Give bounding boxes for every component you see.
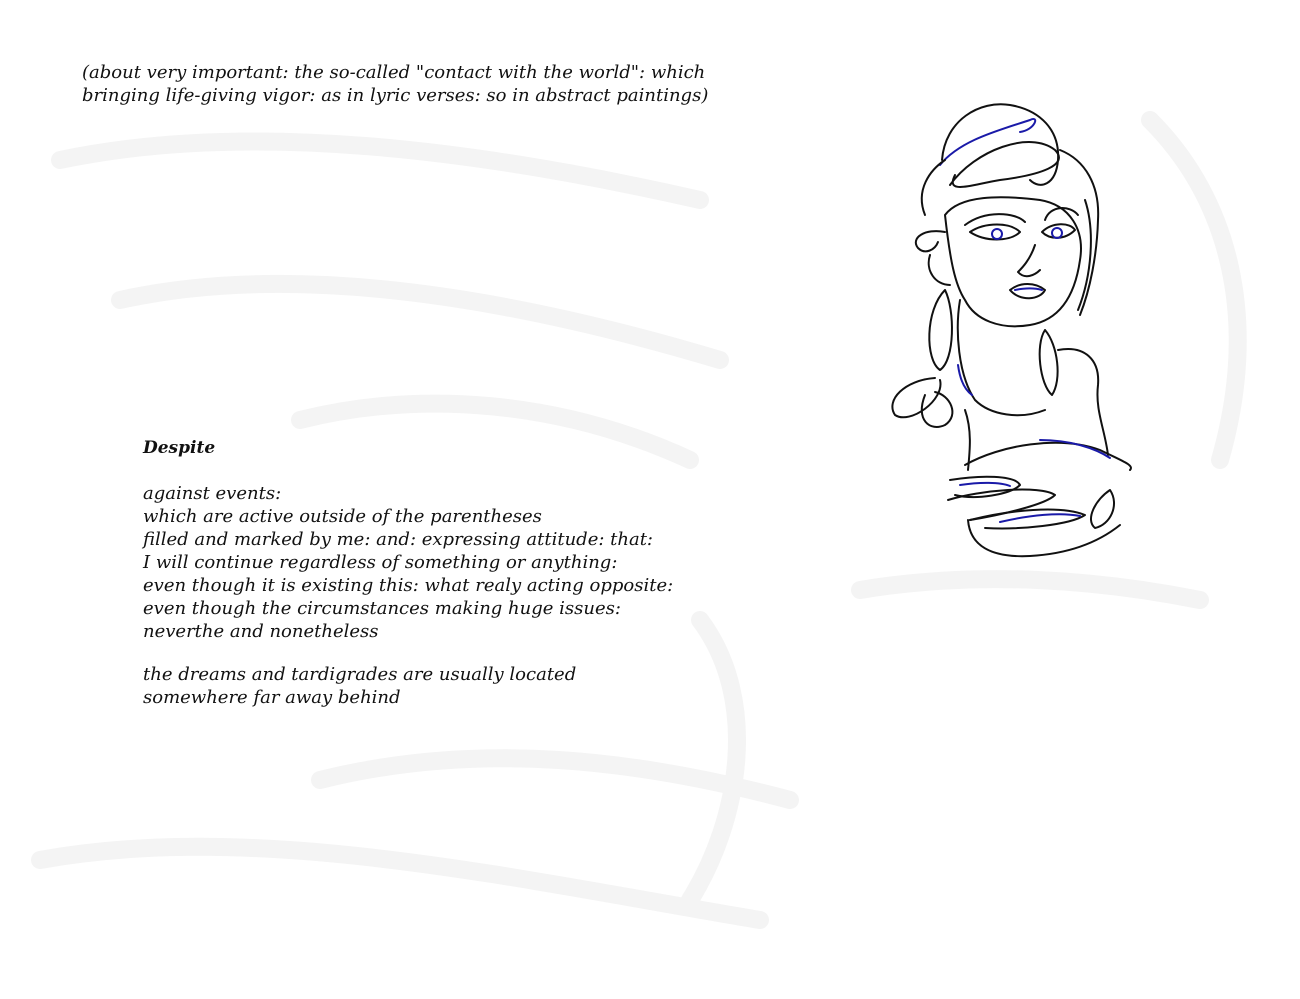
portrait-line-drawing xyxy=(880,95,1150,565)
poem-line: which are active outside of the parentheses xyxy=(143,506,542,527)
poem-line: somewhere far away behind xyxy=(143,687,401,708)
poem-stanza-1 xyxy=(143,482,763,643)
left-eye-pupil xyxy=(992,229,1002,239)
ear-stroke xyxy=(916,231,945,251)
hair-stroke xyxy=(922,160,945,215)
right-eye-pupil xyxy=(1052,228,1062,238)
nose-stroke xyxy=(1018,245,1040,276)
shoulder-stroke xyxy=(965,410,970,470)
right-eye xyxy=(1042,224,1075,238)
neck-stroke xyxy=(958,300,1045,415)
intro-note xyxy=(82,61,742,107)
earring-stroke xyxy=(892,378,940,417)
poem xyxy=(143,437,763,729)
poem-line: filled and marked by me: and: expressing attitude: that: xyxy=(143,529,653,550)
intro-line: bringing life-giving vigor: as in lyric verses: so in abstract paintings) xyxy=(82,85,709,106)
hand-stroke xyxy=(960,483,1010,486)
poem-line: neverthe and nonetheless xyxy=(143,621,379,642)
earring-stroke xyxy=(1040,330,1058,395)
hair-stroke xyxy=(950,142,1059,187)
poem-line: even though the circumstances making huge issues: xyxy=(143,598,621,619)
ear-stroke xyxy=(929,255,950,285)
brow-stroke xyxy=(1045,208,1078,220)
poem-stanza-2 xyxy=(143,663,763,709)
poem-line: even though it is existing this: what realy acting opposite: xyxy=(143,575,674,596)
poem-title: Despite xyxy=(143,438,216,458)
poem-line: the dreams and tardigrades are usually located xyxy=(143,664,577,685)
poem-line: I will continue regardless of something or anything: xyxy=(143,552,618,573)
intro-line: (about very important: the so-called "contact with the world": which xyxy=(82,62,706,83)
mouth-stroke xyxy=(1015,289,1042,291)
shoulder-stroke xyxy=(1058,349,1108,455)
hand-stroke xyxy=(1091,490,1114,528)
hand-stroke xyxy=(970,510,1085,529)
poem-line: against events: xyxy=(143,483,282,504)
brow-stroke xyxy=(965,214,1025,225)
left-eye xyxy=(970,225,1020,240)
earring-stroke xyxy=(929,290,952,370)
mouth-stroke xyxy=(1010,284,1045,298)
